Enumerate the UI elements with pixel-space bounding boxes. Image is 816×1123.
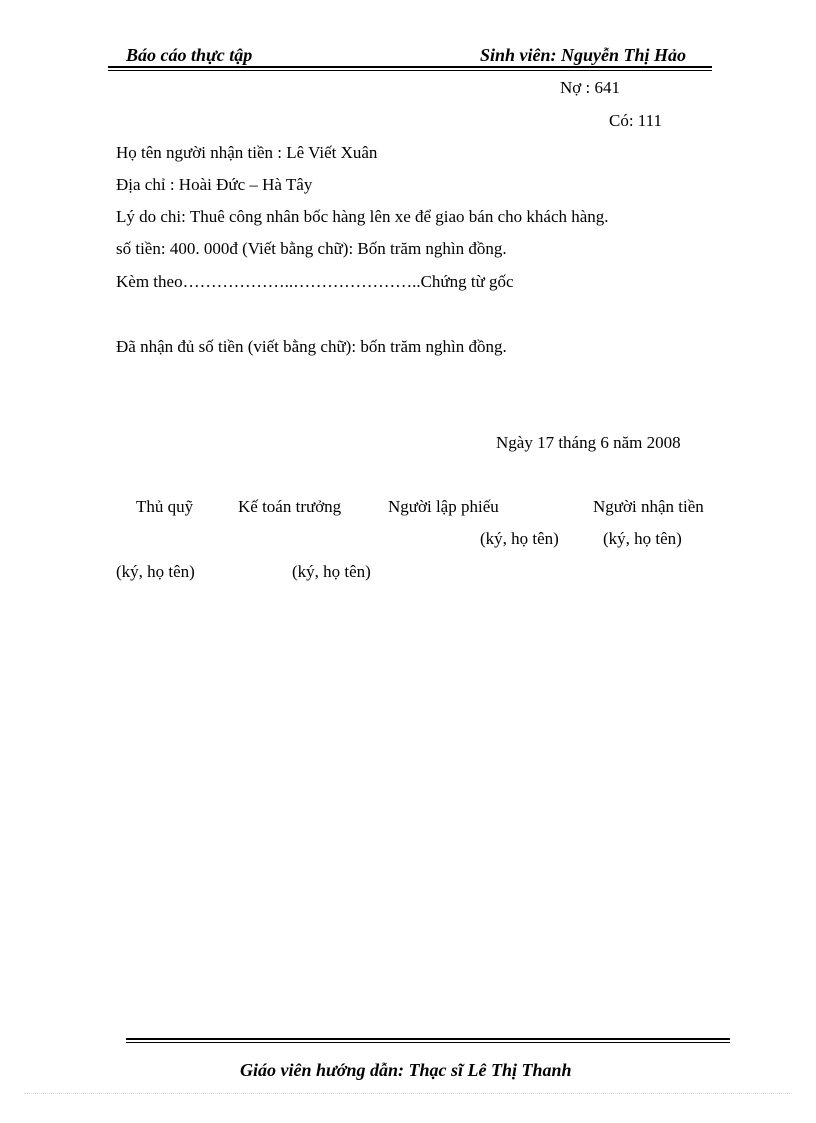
signature-preparer: Người lập phiếu (388, 497, 499, 516)
amount-line: số tiền: 400. 000đ (Viết bằng chữ): Bốn trăm nghìn đồng. (116, 239, 507, 258)
header-rule-bottom (108, 70, 712, 71)
date-line: Ngày 17 tháng 6 năm 2008 (496, 433, 681, 452)
sign-note-treasurer: (ký, họ tên) (116, 562, 195, 581)
credit-account: Có: 111 (609, 111, 663, 130)
footer-rule-bottom (126, 1042, 730, 1043)
supervisor-line: Giáo viên hướng dẫn: Thạc sĩ Lê Thị Thanh (240, 1060, 572, 1080)
received-line: Đã nhận đủ số tiền (viết bằng chữ): bốn trăm nghìn đồng. (116, 337, 507, 356)
signature-receiver: Người nhận tiền (593, 497, 704, 516)
page-bottom-border (24, 1093, 792, 1094)
sign-note-chief-accountant: (ký, họ tên) (292, 562, 371, 581)
recipient-line: Họ tên người nhận tiền : Lê Viết Xuân (116, 143, 378, 162)
debit-account: Nợ : 641 (560, 78, 620, 97)
reason-line: Lý do chi: Thuê công nhân bốc hàng lên xe để giao bán cho khách hàng. (116, 207, 609, 226)
sign-note-preparer: (ký, họ tên) (480, 529, 559, 548)
address-line: Địa chỉ : Hoài Đức – Hà Tây (116, 175, 313, 194)
sign-note-receiver: (ký, họ tên) (603, 529, 682, 548)
attached-line: Kèm theo………………..…………………..Chứng từ gốc (116, 272, 514, 291)
report-title: Báo cáo thực tập (126, 45, 253, 65)
student-name: Sinh viên: Nguyễn Thị Hảo (480, 45, 687, 65)
header-rule-top (108, 66, 712, 68)
signature-treasurer: Thủ quỹ (136, 497, 194, 516)
footer-rule-top (126, 1038, 730, 1040)
signature-chief-accountant: Kế toán trưởng (238, 497, 342, 516)
